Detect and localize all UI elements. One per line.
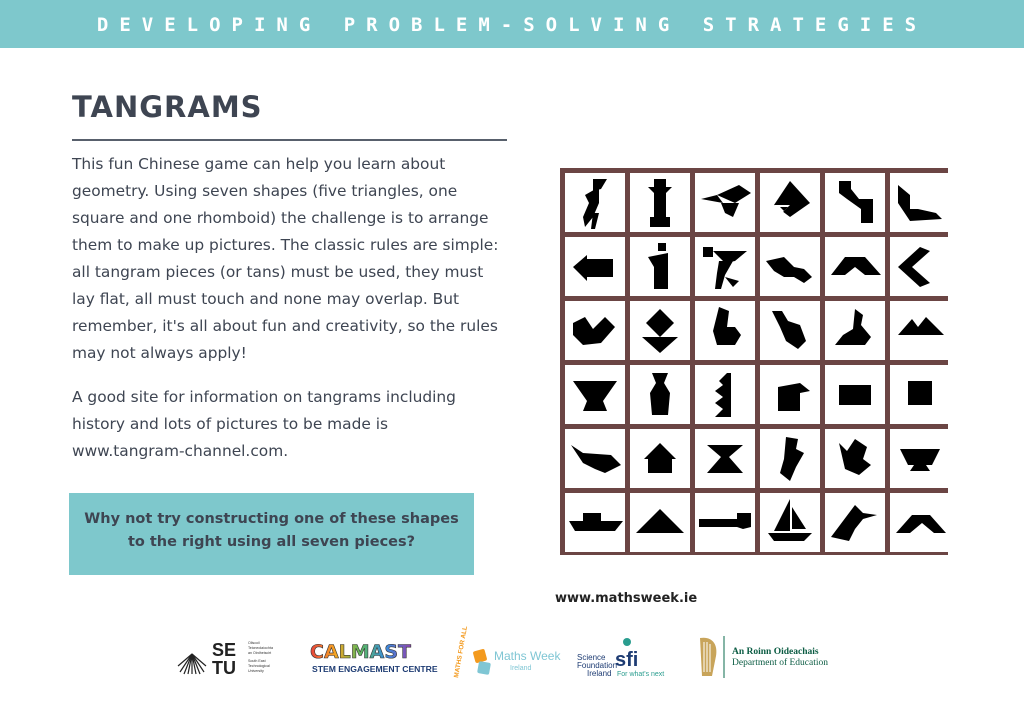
tangram-triangle [630,493,690,552]
tangram-candle-figure [630,237,690,296]
setu-logo [176,632,286,682]
banner-title: DEVELOPING PROBLEM-SOLVING STRATEGIES [96,14,928,36]
svg-text:University: University [248,669,264,673]
intro-paragraph: This fun Chinese game can help you learn about geometry. Using seven shapes (five triangles, one square and one rhomboid) the challenge is to arrange them to make up pictures. The classic rules are simple: all tangram pieces (or tans) must be used, they must lay flat, all must touch and none may overlap. But remember, it's all about fun and creativity, so the rules may not always apply! [72,155,499,362]
tangram-rabbit [760,301,820,360]
svg-text:TU: TU [212,658,236,678]
tangram-platypus [565,429,625,488]
tangram-hourglass [695,429,755,488]
tangram-vase [565,365,625,424]
page-title: TANGRAMS [72,90,263,124]
callout-line-2: to the right using all seven pieces? [127,534,416,550]
svg-text:Ollscoil: Ollscoil [248,641,260,645]
tangram-arrow-left [565,237,625,296]
svg-text:CALMAST: CALMAST [310,641,412,663]
tangram-hammer [695,493,755,552]
svg-text:South East: South East [248,659,266,663]
svg-text:Foundation: Foundation [577,661,618,670]
maths-week-logo [452,625,562,682]
svg-text:Department of Education: Department of Education [732,658,829,668]
tangram-rooster [825,429,885,488]
calmast-logo [308,632,438,682]
tangram-boat [565,493,625,552]
svg-text:SE: SE [212,640,237,660]
tangram-diamond-cat [760,173,820,232]
svg-text:sfi: sfi [615,649,639,671]
tangram-zigzag [695,365,755,424]
website-url: www.mathsweek.ie [555,591,698,606]
tangram-chevron [890,237,950,296]
tangram-grid [560,168,948,555]
tangram-swan [890,173,950,232]
tangram-bench [825,365,885,424]
svg-text:Teicneolaíochta: Teicneolaíochta [248,646,273,650]
tangram-bird-flying [695,173,755,232]
tangram-house [630,429,690,488]
title-divider [72,139,507,141]
tangram-diamonds [630,301,690,360]
callout-line-1: Why not try constructing one of these shapes [84,511,459,527]
tangram-bottle [630,365,690,424]
svg-text:an Oirdheiscirt: an Oirdheiscirt [248,651,272,655]
svg-text:For what's next: For what's next [617,671,665,678]
tangram-bird-standing [760,429,820,488]
tangram-chair [760,365,820,424]
tangram-seated [695,301,755,360]
svg-text:Ireland: Ireland [587,669,612,678]
svg-text:STEM ENGAGEMENT CENTRE: STEM ENGAGEMENT CENTRE [312,664,438,674]
tangram-square [890,365,950,424]
tangram-swimmer [760,237,820,296]
tangram-camel [825,301,885,360]
svg-text:Science: Science [577,653,606,662]
svg-text:An Roinn Oideachais: An Roinn Oideachais [732,647,819,657]
resource-paragraph: A good site for information on tangrams including history and lots of pictures to be made is www.tangram-channel.com. [72,388,456,460]
tangram-lighthouse [630,173,690,232]
tangram-heron [825,493,885,552]
svg-text:Maths Week: Maths Week [494,649,561,663]
tangram-sailboat [760,493,820,552]
tangram-arrow-bend [825,173,885,232]
callout-box [69,493,474,575]
svg-text:Technological: Technological [248,664,270,668]
harp-icon [700,638,716,676]
tangram-roof [890,301,950,360]
svg-text:MATHS FOR ALL: MATHS FOR ALL [453,625,470,679]
tangram-duck [565,301,625,360]
tangram-arch [890,493,950,552]
department-of-education-logo [692,632,842,682]
svg-text:Ireland: Ireland [510,665,532,672]
sfi-logo [575,632,675,682]
callout-text [69,508,474,554]
tangram-bowl [890,429,950,488]
tangram-kicker [695,237,755,296]
tangram-bridge [825,237,885,296]
setu-mark-icon [176,632,286,682]
tangram-bird-tall [565,173,625,232]
